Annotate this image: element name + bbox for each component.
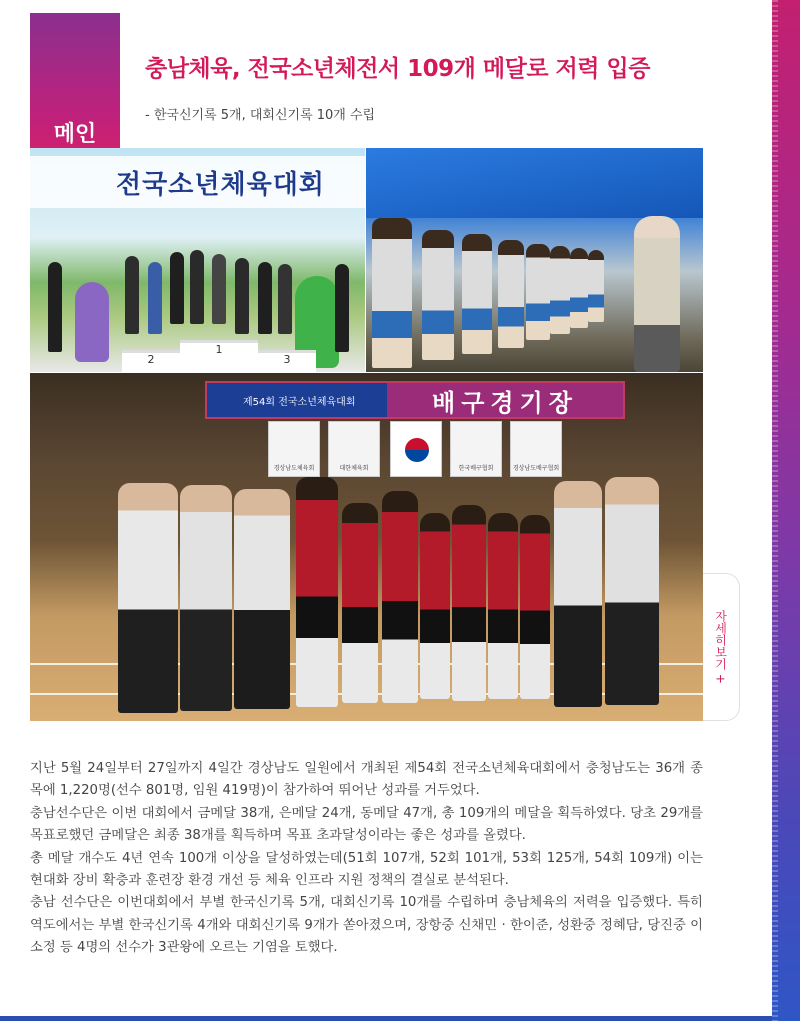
article-paragraph: 총 메달 개수도 4년 연속 100개 이상을 달성하였는데(51회 107개, 52회 101개, 53회 125개, 54회 109개) 이는 현대화 장비 확충과 훈련장 환경 개선 등 체육 인프라 지원 정책의 결실로 분석된다. bbox=[30, 850, 703, 889]
bottom-divider bbox=[0, 1016, 772, 1021]
person bbox=[278, 264, 292, 334]
flag-card-label: 경상남도체육회 bbox=[273, 465, 315, 472]
podium-first bbox=[180, 340, 258, 372]
official-person bbox=[634, 216, 680, 372]
player bbox=[570, 248, 588, 328]
coach bbox=[554, 481, 602, 707]
person bbox=[212, 254, 226, 324]
coach bbox=[605, 477, 659, 705]
korean-flag-card bbox=[390, 421, 442, 477]
article-body bbox=[30, 758, 703, 960]
player bbox=[550, 246, 570, 334]
article-title: 충남체육, 전국소년체전서 109개 메달로 저력 입증 bbox=[145, 56, 650, 82]
photo-medal-ceremony bbox=[30, 148, 365, 372]
badge-label: 메인 bbox=[53, 122, 97, 147]
coach bbox=[118, 483, 178, 713]
flag-card-label: 경상남도배구협회 bbox=[512, 465, 560, 472]
player bbox=[526, 244, 550, 340]
decorative-side-stripe bbox=[772, 0, 800, 1021]
person bbox=[258, 262, 272, 334]
coach bbox=[234, 489, 290, 709]
player bbox=[498, 240, 524, 348]
podium-place-label: 2 bbox=[147, 353, 155, 366]
article-paragraph: 충남 선수단은 이번대회에서 부별 한국신기록 5개, 대회신기록 10개를 수립하며 충남체육의 저력을 입증했다. 특히 역도에서는 부별 한국신기록 4개와 대회신기록 9개가 쏟아졌으며, 장항중 신채민 · 한이준, 성환중 정혜담, 당진중 이소정 등 4명의 선수가 3관왕에 오르는 기염을 토했다. bbox=[30, 895, 703, 956]
podium-second bbox=[122, 350, 180, 372]
flag-card bbox=[268, 421, 320, 477]
person bbox=[235, 258, 249, 334]
banner-venue-name: 배구경기장 bbox=[387, 383, 623, 417]
mascot-purple bbox=[75, 282, 109, 362]
coach bbox=[180, 485, 232, 711]
banner-event-name: 제54회 전국소년체육대회 bbox=[207, 383, 387, 417]
flag-card bbox=[450, 421, 502, 477]
flag-card bbox=[510, 421, 562, 477]
photo-volleyball-team bbox=[30, 373, 703, 721]
player bbox=[296, 477, 338, 707]
person bbox=[48, 262, 62, 352]
player bbox=[422, 230, 454, 360]
more-button-label: 자세히보기 + bbox=[713, 610, 728, 684]
article-paragraph: 지난 5월 24일부터 27일까지 4일간 경상남도 일원에서 개최된 제54회 전국소년체육대회에서 충청남도는 36개 종목에 1,220명(선수 801명, 임원 419명)이 참가하여 뛰어난 성과를 거두었다. bbox=[30, 761, 703, 799]
player bbox=[462, 234, 492, 354]
more-button[interactable] bbox=[703, 573, 740, 721]
tent-canopy bbox=[366, 148, 703, 218]
player bbox=[520, 515, 550, 699]
player bbox=[488, 513, 518, 699]
player bbox=[342, 503, 378, 703]
taegeuk-icon bbox=[405, 438, 429, 462]
volleyball-venue-banner bbox=[205, 381, 625, 419]
article-paragraph: 충남선수단은 이번 대회에서 금메달 38개, 은메달 24개, 동메달 47개, 총 109개의 메달을 획득하였다. 당초 29개를 목표로했던 금메달은 최종 38개를 획득하며 목표 초과달성이라는 좋은 성과를 올렸다. bbox=[30, 805, 703, 844]
podium-place-label: 3 bbox=[283, 353, 291, 366]
photo-players-lineup bbox=[366, 148, 703, 372]
player bbox=[420, 513, 450, 699]
podium-place-label: 1 bbox=[215, 343, 223, 356]
person bbox=[125, 256, 139, 334]
player bbox=[382, 491, 418, 703]
person bbox=[335, 264, 349, 352]
podium-third bbox=[258, 350, 316, 372]
player bbox=[452, 505, 486, 701]
flag-card bbox=[328, 421, 380, 477]
flag-card-label: 대한체육회 bbox=[339, 465, 369, 472]
person bbox=[148, 262, 162, 334]
flag-card-label: 한국배구협회 bbox=[458, 465, 494, 472]
player bbox=[588, 250, 604, 322]
article-subtitle: - 한국신기록 5개, 대회신기록 10개 수립 bbox=[145, 108, 376, 123]
person bbox=[170, 252, 184, 324]
podium-banner: 전국소년체육대회 bbox=[30, 156, 365, 208]
person bbox=[190, 250, 204, 324]
player bbox=[372, 218, 412, 368]
